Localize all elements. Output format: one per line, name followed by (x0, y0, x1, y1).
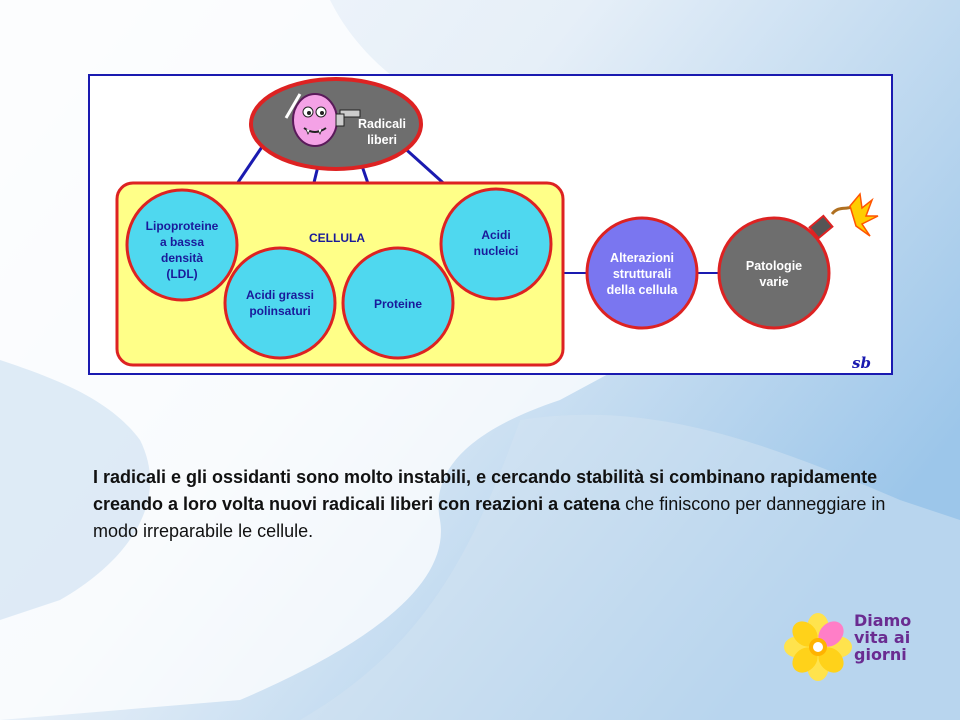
brand-logo (782, 612, 932, 682)
pathology-node (719, 218, 829, 328)
brand-line1: Diamo (854, 611, 912, 630)
nucleic-acids-label-line2: nucleici (473, 244, 519, 258)
ldl-label-line3: densità (160, 251, 204, 265)
caption-bold: I radicali e gli ossidanti sono molto instabili, e cercando stabilità si combinano rapidamente creando a loro volta nuovi radicali liberi con reazioni a catena (93, 467, 878, 514)
caption-normal: che finiscono per danneggiare in modo irreparabile le cellule. (93, 494, 886, 541)
alterations-label-line3: della cellula (606, 283, 678, 297)
cell-label: CELLULA (309, 231, 365, 245)
fatty-acids-label-line2: polinsaturi (249, 304, 311, 318)
fatty-acids-label-line1: Acidi grassi (245, 288, 315, 302)
radicals-label-line1: Radicali (358, 117, 406, 131)
nucleic-acids-label-line1: Acidi (481, 228, 511, 242)
pathology-label-line1: Patologie (745, 259, 803, 273)
brand-line3: giorni (854, 645, 907, 664)
bomb-fuse-icon (810, 194, 878, 238)
alterations-label-line2: strutturali (612, 267, 672, 281)
fatty-acids-node (225, 248, 335, 358)
author-signature: sb (852, 354, 871, 372)
brand-line2: vita ai (854, 628, 911, 647)
flower-icon (782, 612, 854, 682)
pathology-label-line2: varie (759, 275, 789, 289)
ldl-label-line1: Lipoproteine (145, 219, 219, 233)
ldl-label-line2: a bassa (159, 235, 205, 249)
proteins-label: Proteine (373, 297, 423, 311)
brand-name (854, 612, 934, 663)
ldl-label-line4: (LDL) (166, 267, 198, 281)
diagram-panel (88, 74, 893, 375)
radicals-label-line2: liberi (367, 133, 397, 147)
alterations-label-line1: Alterazioni (610, 251, 674, 265)
radicals-diagram (90, 76, 891, 373)
caption-paragraph (93, 464, 893, 545)
